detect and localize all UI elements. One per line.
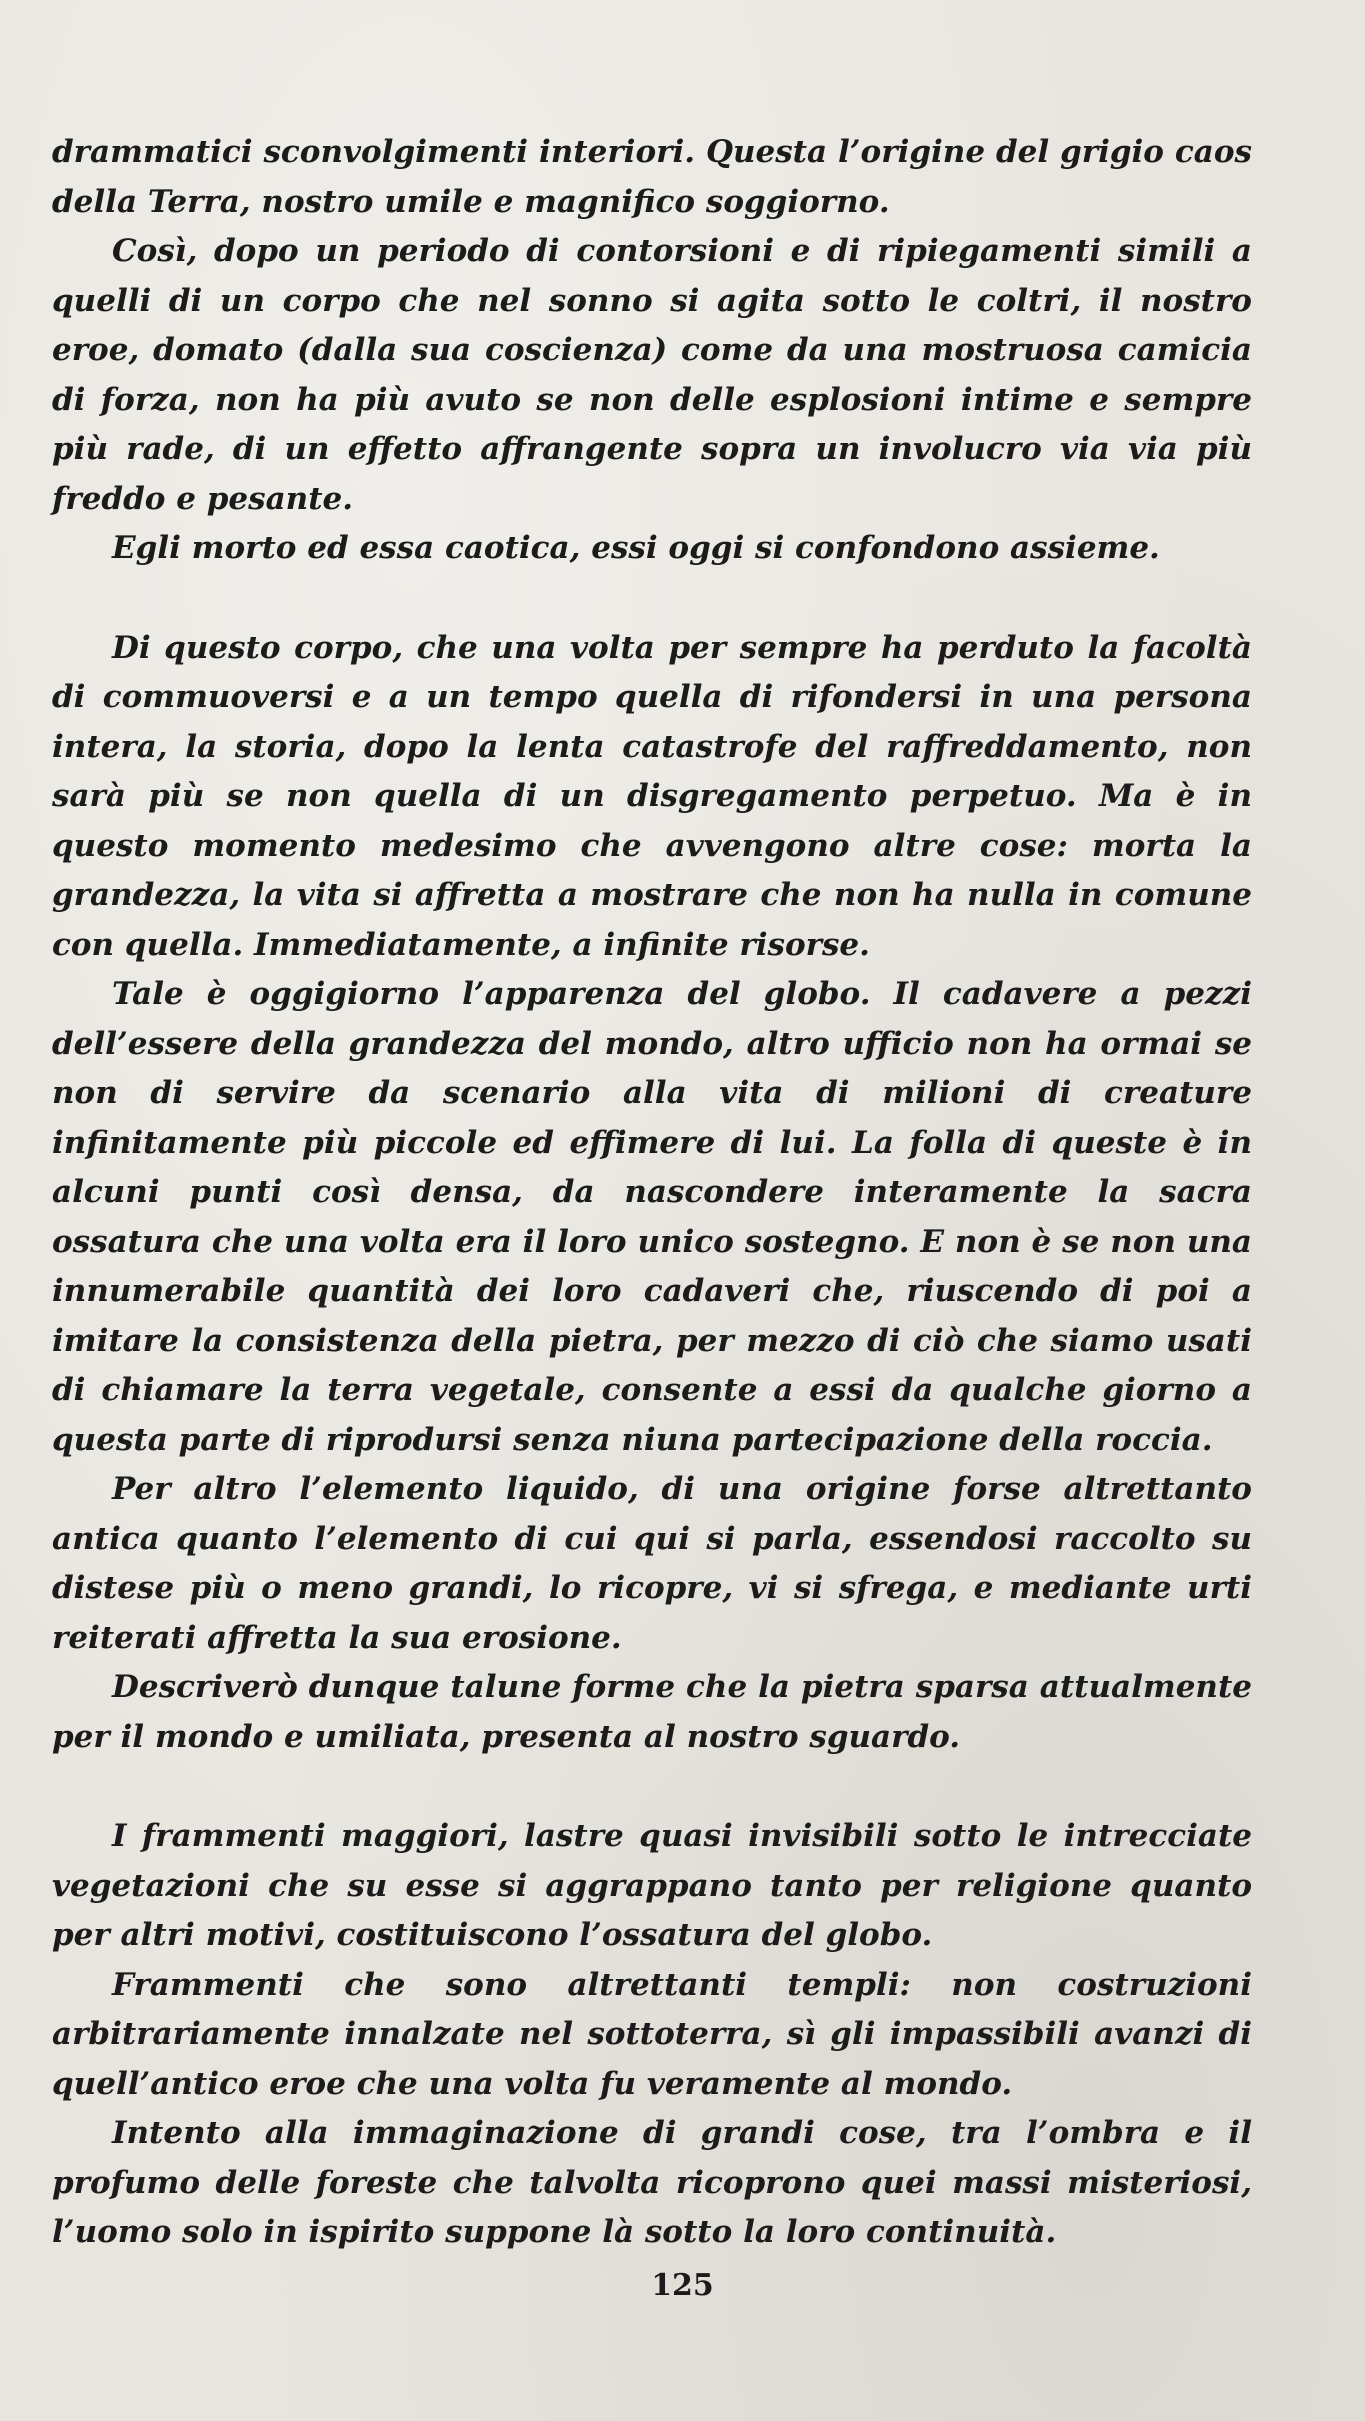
section-break bbox=[52, 574, 1252, 624]
paragraph: Tale è oggigiorno l’apparenza del globo. Il cadavere a pezzi dell’essere della grandezza del mondo, altro ufficio non ha ormai se non di servire da scenario alla vita di milioni di creature infinitamente più piccole ed effimere di lui. La folla di queste è in alcuni punti così densa, da nascondere interamente la sacra ossatura che una volta era il loro unico sostegno. E non è se non una innumerabile quantità dei loro cadaveri che, riuscendo di poi a imitare la consistenza della pietra, per mezzo di ciò che siamo usati di chiamare la terra vegetale, consente a essi da qualche giorno a questa parte di riprodursi senza niuna partecipazione della roccia. bbox=[52, 976, 1252, 1458]
paragraph: Così, dopo un periodo di contorsioni e di ripiegamenti simili a quelli di un corpo che nel sonno si agita sotto le coltri, il nostro eroe, domato (dalla sua coscienza) come da una mostruosa camicia di forza, non ha più avuto se non delle esplosioni intime e sempre più rade, di un effetto affrangente sopra un involucro via via più freddo e pesante. bbox=[52, 233, 1252, 517]
page-number: 125 bbox=[651, 2268, 714, 2303]
paragraph: I frammenti maggiori, lastre quasi invisibili sotto le intrecciate vegetazioni che su esse si aggrappano tanto per religione quanto per altri motivi, costituiscono l’ossatura del globo. bbox=[52, 1818, 1252, 1953]
paragraph: Egli morto ed essa caotica, essi oggi si confondono assieme. bbox=[112, 530, 1160, 566]
section-break bbox=[52, 1762, 1252, 1812]
paragraph: Descriverò dunque talune forme che la pietra sparsa attualmente per il mondo e umiliata, presenta al nostro sguardo. bbox=[52, 1669, 1252, 1755]
paragraph: Per altro l’elemento liquido, di una origine forse altrettanto antica quanto l’elemento di cui qui si parla, essendosi raccolto su distese più o meno grandi, lo ricopre, vi si sfrega, e mediante urti reiterati affretta la sua erosione. bbox=[52, 1471, 1252, 1656]
paragraph: Intento alla immaginazione di grandi cose, tra l’ombra e il profumo delle foreste che talvolta ricoprono quei massi misteriosi, l’uomo solo in ispirito suppone là sotto la loro continuità. bbox=[52, 2115, 1252, 2250]
body-text bbox=[52, 128, 1252, 2258]
paragraph: Frammenti che sono altrettanti templi: non costruzioni arbitrariamente innalzate nel sottoterra, sì gli impassibili avanzi di quell’antico eroe che una volta fu veramente al mondo. bbox=[52, 1966, 1252, 2102]
paragraph: Di questo corpo, che una volta per sempre ha perduto la facoltà di commuoversi e a un tempo quella di rifondersi in una persona intera, la storia, dopo la lenta catastrofe del raffreddamento, non sarà più se non quella di un disgregamento perpetuo. Ma è in questo momento medesimo che avvengono altre cose: morta la grandezza, la vita si affretta a mostrare che non ha nulla in comune con quella. Immediatamente, a infinite risorse. bbox=[52, 629, 1252, 963]
paragraph: drammatici sconvolgimenti interiori. Questa l’origine del grigio caos della Terra, nostro umile e magnifico soggiorno. bbox=[52, 134, 1252, 220]
